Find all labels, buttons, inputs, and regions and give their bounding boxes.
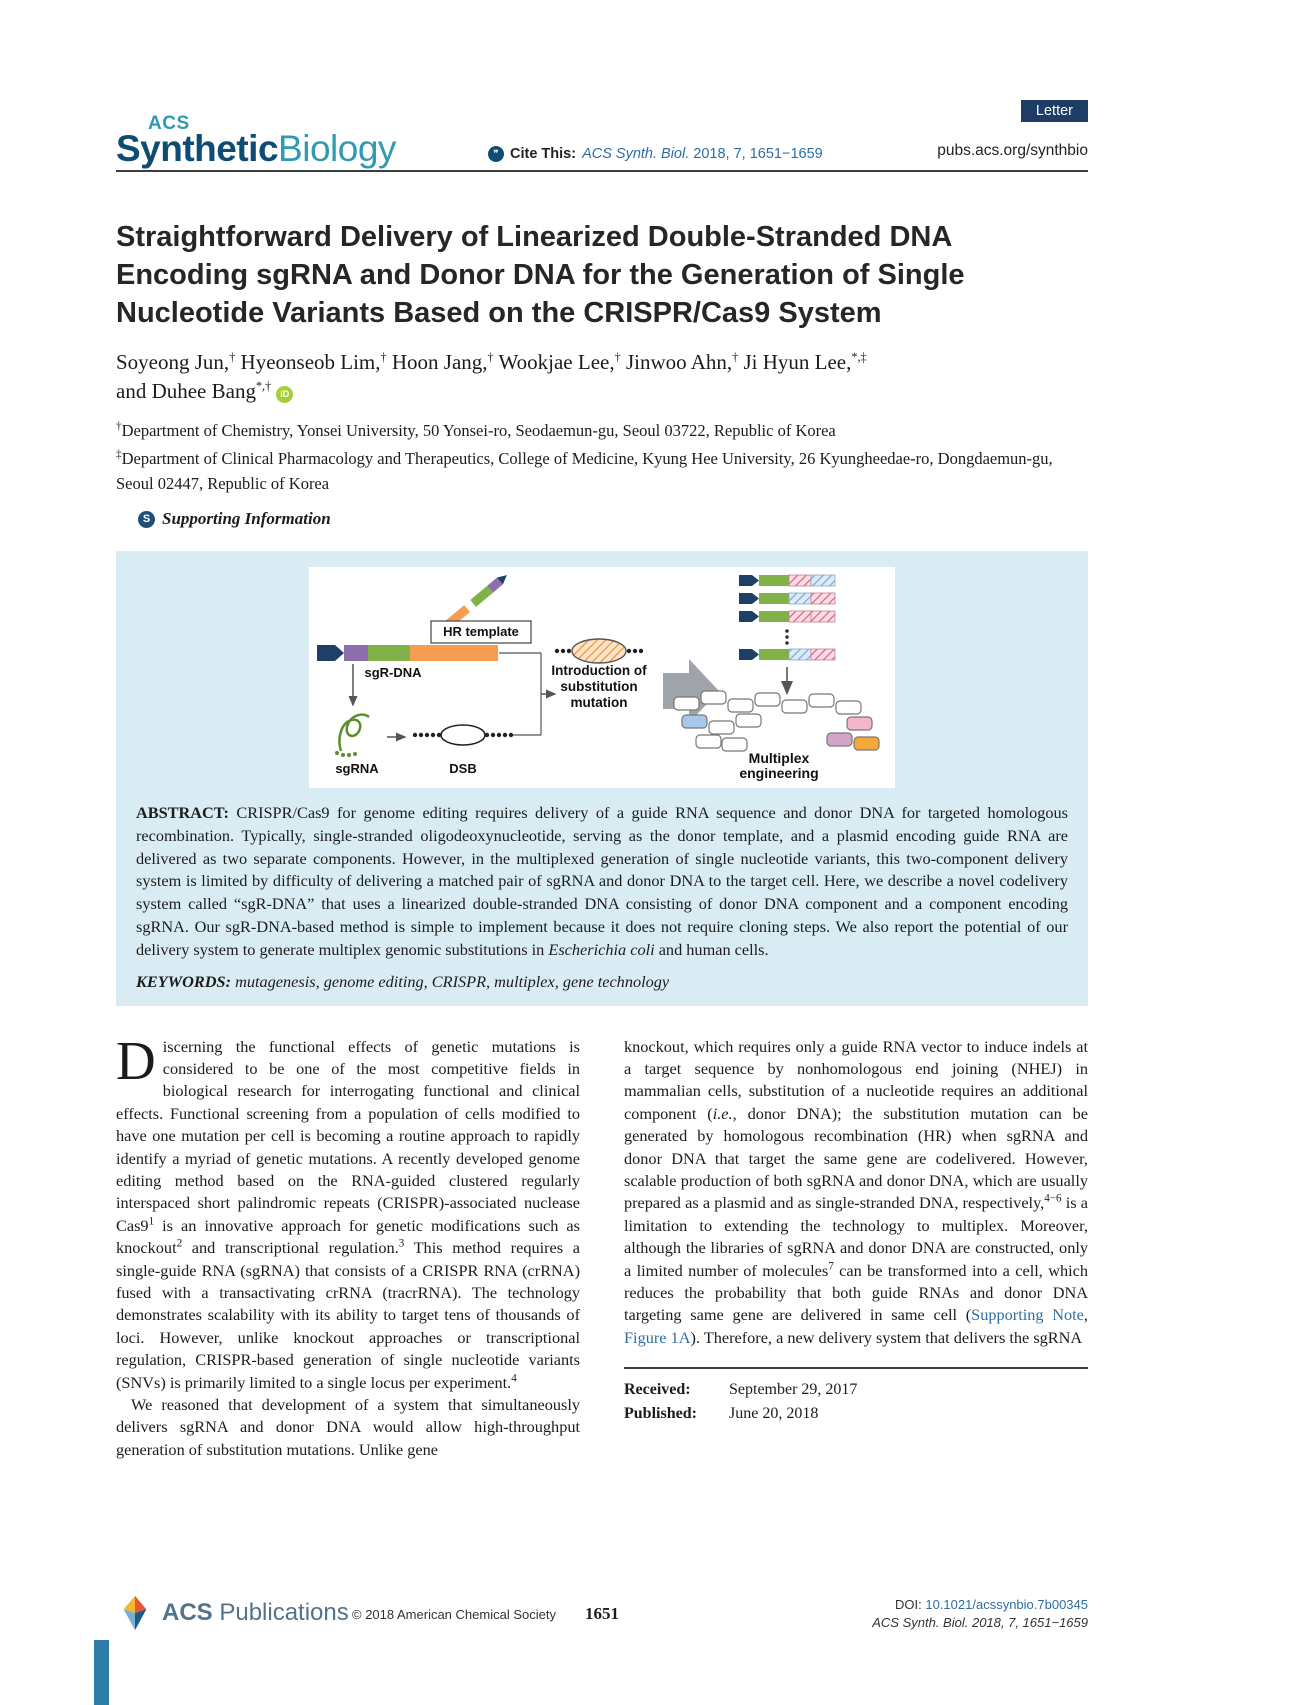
graphical-abstract [309,567,895,788]
affiliation-2: ‡Department of Clinical Pharmacology and Therapeutics, College of Medicine, Kyung Hee University, 26 Kyungheedae-ro, Dongdaemun-gu, Seoul 02447, Republic of Korea [116,448,1053,493]
substitution-construct [555,639,643,663]
orcid-icon[interactable]: iD [276,386,293,403]
dsb-icon [413,725,513,745]
sgrna-icon [335,715,369,757]
body-paragraph-3: knockout, which requires only a guide RNA vector to induce indels at a target sequence by nonhomologous end joining (NHEJ) in mammalian cells, substitution of a nucleotide requires an additional component (i.e., donor DNA); the substitution mutation can be generated by homologous recombination (HR) when sgRNA and donor DNA that target the same gene are codelivered. However, scalable production of both sgRNA and donor DNA, which are usually prepared as a plasmid and as single-stranded DNA, respectively,$^{4-6}$ is a limitation to extending the technology to multiplex. Moreover, although the libraries of sgRNA and donor DNA are constructed, only a limited number of molecules$^7$ can be transformed into a cell, which reduces the probability that both guide RNAs and donor DNA targeting same gene are delivered in same cell (Supporting Note, Figure 1A). Therefore, a new delivery system that delivers the sgRNA [624,1036,1089,1347]
drop-cap: D [116,1029,156,1091]
copyright-notice: © 2018 American Chemical Society [352,1607,556,1622]
abstract-section [116,551,1088,1006]
affiliation-1: †Department of Chemistry, Yonsei University, 50 Yonsei-ro, Seodaemun-gu, Seoul 03722, Republic of Korea [116,420,836,440]
sgrna-label: sgRNA [335,761,379,776]
published-date: June 20, 2018 [729,1405,819,1423]
abstract-graphic-svg [311,569,893,781]
keywords-label: KEYWORDS: [136,971,231,991]
column-right [624,1036,1088,1462]
article-body [116,1029,1089,1462]
page-footer [116,1592,1088,1652]
multiplex-label-2: engineering [739,765,819,781]
page-edge-color-bar [94,1640,109,1705]
logo-biology: Biology [278,128,396,169]
journal-reference: ACS Synth. Biol. 2018, 7, 1651−1659 [872,1615,1088,1630]
column-left [116,1029,580,1462]
authors-row-2: and Duhee Bang*,† [116,379,272,403]
acs-publications-text: ACS Publications [162,1599,349,1626]
logo-acs-text: ACS [148,113,190,134]
body-paragraph-2: We reasoned that development of a system that simultaneously delivers sgRNA and donor DNA would allow high-throughput generation of substitution mutations. Unlike gene [116,1395,580,1459]
abstract-body-text: CRISPR/Cas9 for genome editing requires delivery of a guide RNA sequence and donor DNA for targeted homologous recombination. Typically, single-stranded oligodeoxynucleotide, serving as the donor template, and a plasmid encoding guide RNA are delivered as two separate components. However, in the multiplexed generation of single nucleotide variants, this two-component delivery system is limited by difficulty of delivering a matched pair of sgRNA and donor DNA to the target cell. Here, we describe a novel codelivery system called “sgR-DNA” that uses a linearized double-stranded DNA consisting of donor DNA component and a component encoding sgRNA. Our sgR-DNA-based method is simple to implement because it does not require cloning steps. We also report the potential of our delivery system to generate multiplex genomic substitutions in Escherichia coli and human cells. [136,803,1069,959]
supporting-info-label: Supporting Information [162,509,331,528]
sgr-dna-label: sgR-DNA [364,665,422,680]
supporting-information[interactable] [138,509,1088,529]
received-label: Received: [624,1381,691,1399]
inline-link[interactable]: Supporting Note [971,1305,1084,1325]
doi-label: DOI: [895,1597,922,1612]
substitution-label-1: Introduction of [551,663,647,678]
cite-reference-link[interactable]: ACS Synth. Biol. 2018, 7, 1651−1659 [582,146,823,162]
received-date: September 29, 2017 [729,1381,858,1399]
sgr-dna-library [739,575,835,660]
journal-logo [116,114,396,167]
substitution-label-3: mutation [570,695,628,710]
page-number: 1651 [585,1604,619,1623]
published-label: Published: [624,1405,697,1423]
library-ellipsis [785,629,789,645]
authors-line [116,348,1088,406]
doi-link[interactable]: 10.1021/acssynbio.7b00345 [925,1597,1088,1612]
cite-label: Cite This: [510,146,577,162]
supporting-info-icon: S [138,511,155,528]
hr-template-label: HR template [443,624,519,639]
logo-title-text [116,130,396,167]
abstract-paragraph [136,802,1068,962]
cite-this [488,146,823,162]
bracket-connector [499,653,555,735]
cell-cluster [674,691,879,751]
journal-header [116,98,1088,172]
sgr-dna-construct [317,645,498,661]
logo-synthetic: Synthetic [116,128,279,169]
substitution-label-2: substitution [560,679,638,694]
publication-dates [624,1367,1088,1426]
body-paragraph-1-text: iscerning the functional effects of genetic mutations is considered to be one of the most competitive fields in biological research for interrogating functional and clinical effects. Functional screening from a population of cells modified to have one mutation per cell is becoming a routine approach to rapidly identify a myriad of genetic mutations. A recently developed genome editing method based on the RNA-guided clustered regularly interspaced short palindromic repeats (CRISPR)-associated nuclease $Cas9^1$ is an innovative approach for genetic modifications such as knockout$^2$ and transcriptional regulation.$^3$ This method requires a single-guide RNA (sgRNA) that consists of a CRISPR RNA (crRNA) fused with a transactivating crRNA (tracrRNA). The technology demonstrates scalability with its ability to target tens of thousands of loci. However, unlike knockout approaches or transcriptional regulation, CRISPR-based generation of single nucleotide variants (SNVs) is primarily limited to a single locus per experiment.$^4$ [116,1036,580,1392]
keywords-text: mutagenesis, genome editing, CRISPR, multiplex, gene technology [235,971,670,991]
published-row [624,1402,1088,1426]
affiliations [116,418,1088,496]
article-type-badge: Letter [1021,100,1088,122]
abstract-label: ABSTRACT: [136,803,229,822]
body-paragraph-1 [116,1029,580,1395]
journal-url-link[interactable]: pubs.acs.org/synthbio [937,142,1088,159]
received-row [624,1378,1088,1402]
cite-icon: ❞ [488,146,504,162]
authors-row-1: Soyeong Jun,† Hyeonseob Lim,† Hoon Jang,† Wookjae Lee,† Jinwoo Ahn,† Ji Hyun Lee,*,‡ [116,350,867,374]
article-title: Straightforward Delivery of Linearized Double-Stranded DNA Encoding sgRNA and Donor DNA for the Generation of Single Nucleotide Variants Based on the CRISPR/Cas9 System [116,221,965,329]
keywords-line [136,972,1068,992]
multiplex-label-1: Multiplex [748,750,810,766]
doi-block [872,1596,1088,1632]
dsb-label: DSB [449,761,477,776]
inline-link[interactable]: Figure 1A [624,1327,691,1347]
